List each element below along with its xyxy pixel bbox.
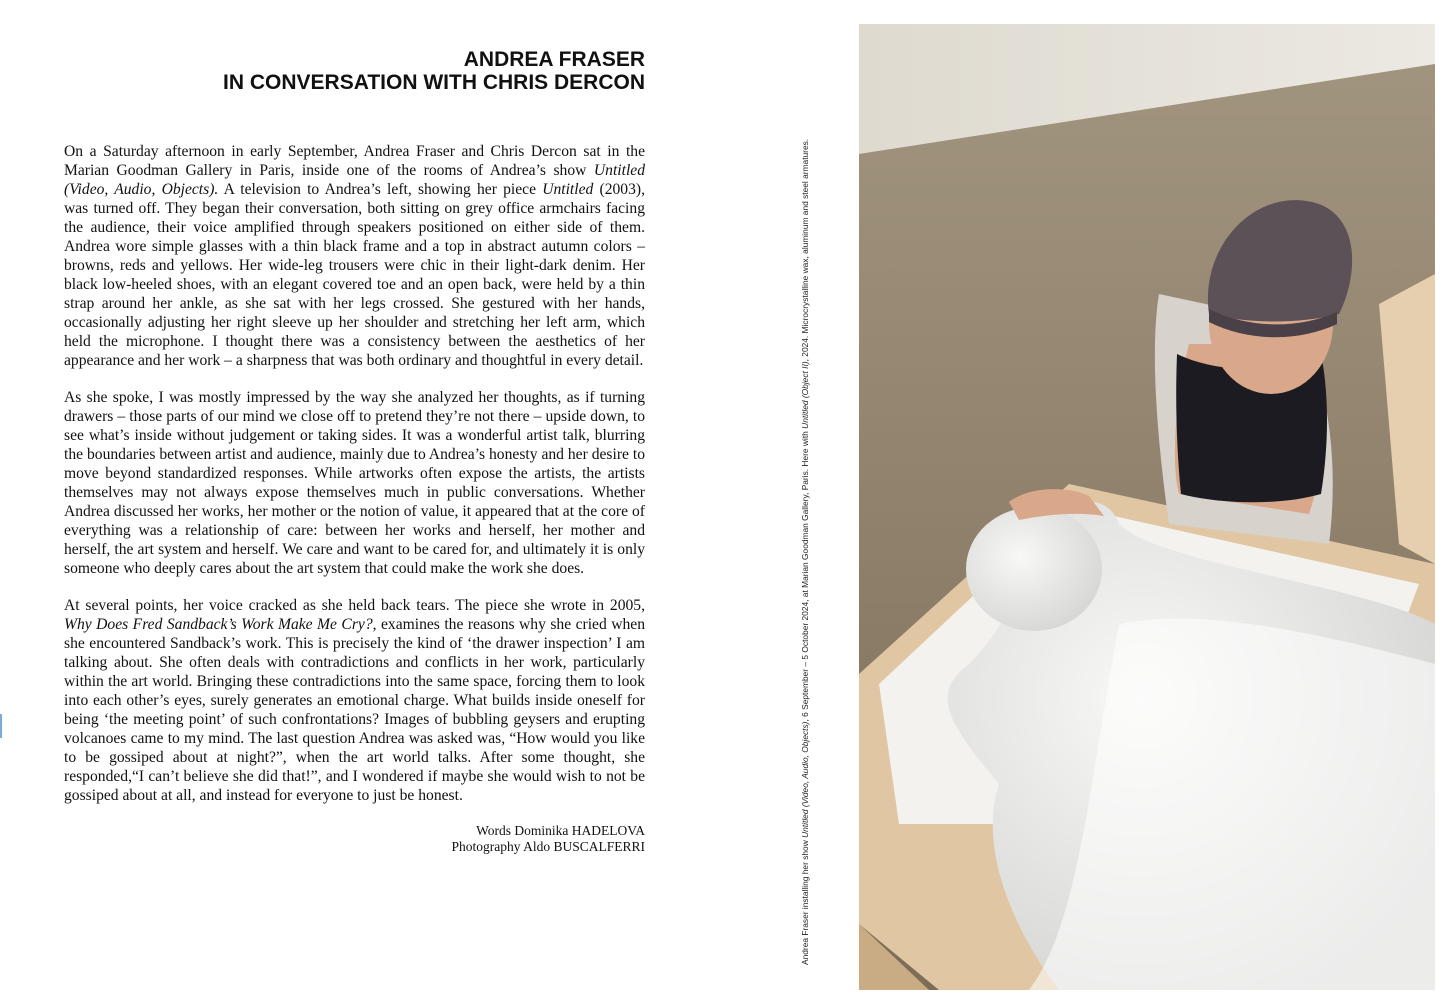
photo-illustration: [859, 24, 1435, 990]
essay-title: Why Does Fred Sandback’s Work Make Me Cry?: [64, 616, 373, 633]
work-title: Untitled: [542, 181, 594, 198]
title-line-1: ANDREA FRASER: [463, 48, 645, 71]
credit-photography: Photography Aldo BUSCALFERRI: [451, 839, 645, 854]
title-line-2: IN CONVERSATION WITH CHRIS DERCON: [223, 71, 645, 94]
paragraph-2: As she spoke, I was mostly impressed by the way she analyzed her thoughts, as if turning drawers – those parts of our mind we close off to pretend they’re not there – upside down, to see what’s inside without judgement or taking sides. It was a wonderful artist talk, blurring the boundaries between artist and audience, mainly due to Andrea’s honesty and her desire to move beyond standardized responses. While artworks often expose the artists, the artists themselves may not always expose themselves much in public conversations. Whether Andrea discussed her works, her mother or the notion of value, it appeared that at the core of everything was a relationship of care: between her works and herself, her mother and herself, the art system and herself. We care and want to be cared for, and ultimately it is only someone who deeply cares about the art system that could make the work she does.: [64, 389, 645, 577]
article-column: [64, 48, 645, 855]
show-title: Untitled (Video, Audio, Objects).: [64, 162, 645, 198]
artist-photo: [859, 24, 1435, 990]
photo-caption-wrap: [796, 138, 816, 965]
wax-figure-head: [966, 507, 1102, 631]
credit-words: Words Dominika HADELOVA: [476, 823, 645, 838]
article-body: [64, 142, 645, 805]
paragraph-1: On a Saturday afternoon in early September, Andrea Fraser and Chris Dercon sat in the Marian Goodman Gallery in Paris, inside one of the rooms of Andrea’s show Untitled (Video, Audio, Objects). A television to Andrea’s left, showing her piece Untitled (2003), was turned off. They began their conversation, both sitting on grey office armchairs facing the audience, their voice amplified through speakers positioned on either side of them. Andrea wore simple glasses with a thin black frame and a top in abstract autumn colors – browns, reds and yellows. Her wide-leg trousers were chic in their light-dark denim. Her black low-heeled shoes, with an elegant covered toe and an open back, were held by a thin strap around her ankle, as she sat with her legs crossed. She gestured with her hands, occasionally adjusting her right sleeve up her shoulder and stretching her left arm, which held the microphone. I thought there was a consistency between the aesthetics of her appearance and her work – a sharpness that was both ordinary and thoughtful in every detail.: [64, 143, 645, 369]
photo-caption: Andrea Fraser installing her show Untitled (Video, Audio, Objects), 6 September – 5 October 2024, at Marian Goodman Gallery, Paris. Here with Untitled (Object II), 2024. Microcrystalline wax, aluminum and steel armatures.: [800, 138, 810, 965]
edge-marker: [0, 714, 2, 738]
paragraph-3: At several points, her voice cracked as she held back tears. The piece she wrote in 2005, Why Does Fred Sandback’s Work Make Me Cry?, examines the reasons why she cried when she encountered Sandback’s work. This is precisely the kind of ‘the drawer inspection’ I am talking about. She often deals with contradictions and conflicts in her work, particularly within the art world. Bringing these contradictions into the same space, forcing them to look into each other’s eyes, surely generates an emotional charge. What builds inside oneself for being ‘the meeting point’ of such confrontations? Images of bubbling geysers and erupting volcanoes came to my mind. The last question Andrea was asked was, “How would you like to be gossiped about at night?”, when the art world talks. After some thought, she responded,“I can’t believe she did that!”, and I wondered if maybe she would wish to not be gossiped about at all, and instead for everyone to just be honest.: [64, 597, 645, 804]
credits: [64, 823, 645, 855]
article-title: [64, 48, 645, 94]
